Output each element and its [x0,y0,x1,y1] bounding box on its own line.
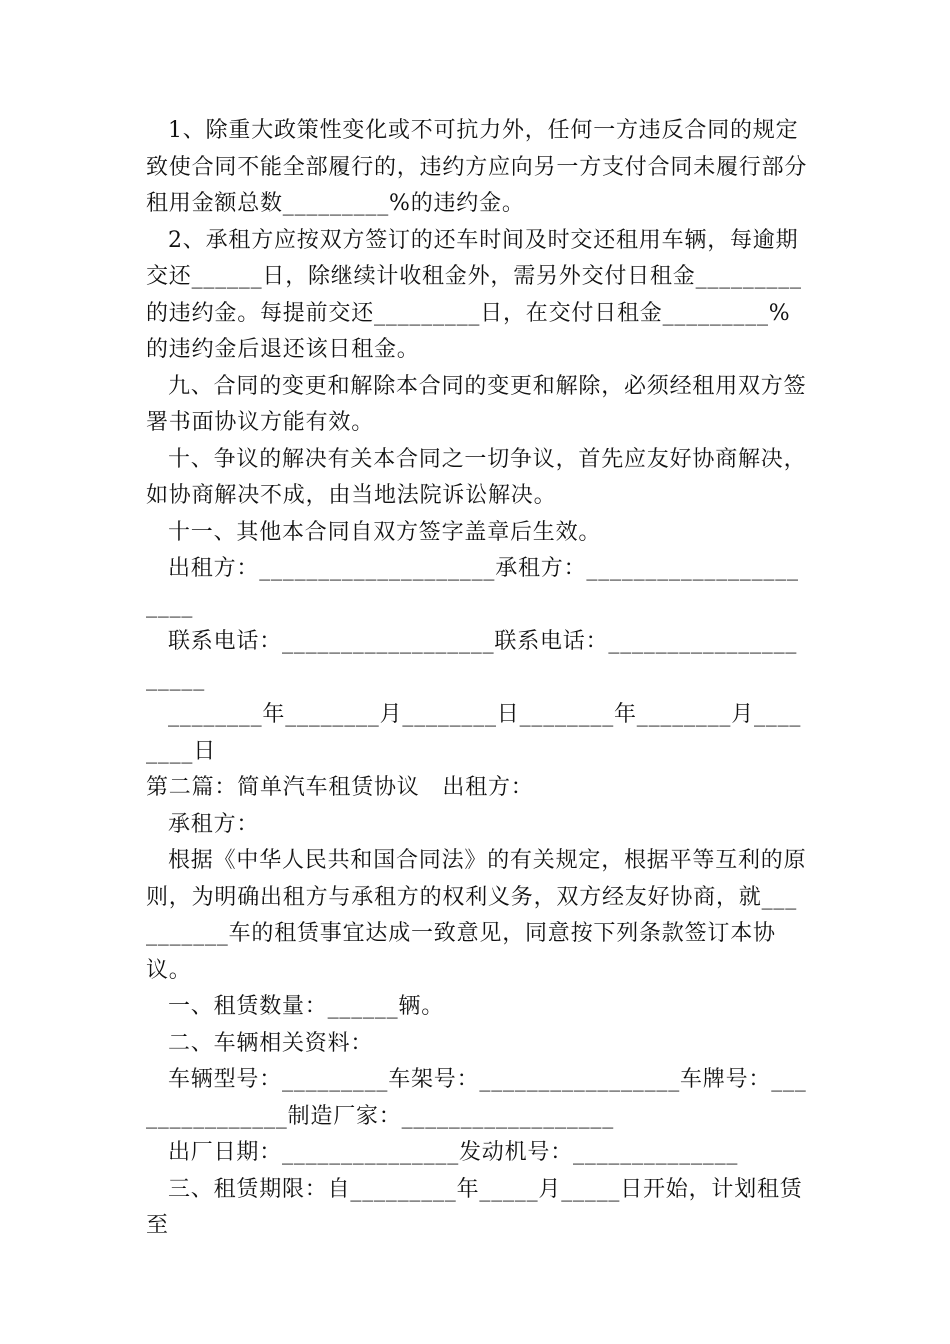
clause-2-paragraph: 2、承租方应按双方签订的还车时间及时交还租用车辆，每逾期交还______日，除继续计收租金外，需另外交付日租金_________的违约金。每提前交还_________日，在交付日租金_________%的违约金后退还该日租金。 [146,227,802,362]
lease-term-line: 三、租赁期限：自_________年_____月_____日开始，计划租赁至 [146,1176,803,1238]
phone-line: 联系电话：__________________联系电话：_____________________ [146,629,798,691]
vehicle-model-line: 车辆型号：_________车架号：_________________车牌号：_______________制造厂家：__________________ [146,1067,807,1129]
clause-1-paragraph: 1、除重大政策性变化或不可抗力外，任何一方违反合同的规定致使合同不能全部履行的，违约方应向另一方支付合同未履行部分租用金额总数_________%的违约金。 [146,118,808,216]
date-line: ________年________月________日________年________月________日 [146,702,802,764]
clause-11-paragraph: 十一、其他本合同自双方签字盖章后生效。 [168,519,602,545]
signature-parties-line: 出租方：____________________承租方：______________________ [146,556,799,618]
manufacture-date-line: 出厂日期：_______________发动机号：______________ [168,1140,739,1165]
preamble-paragraph: 根据《中华人民共和国合同法》的有关规定，根据平等互利的原则，为明确出租方与承租方的权利义务，双方经友好协商，就__________车的租赁事宜达成一致意见，同意按下列条款签订本协议。 [146,848,807,983]
clause-9-paragraph: 九、合同的变更和解除本合同的变更和解除，必须经租用双方签署书面协议方能有效。 [146,373,807,435]
document-body [146,113,808,1245]
lease-quantity-item: 一、租赁数量：______辆。 [168,994,445,1019]
section-two-heading: 第二篇：简单汽车租赁协议 出租方： [146,775,534,800]
lessee-line: 承租方： [168,811,260,837]
clause-10-paragraph: 十、争议的解决有关本合同之一切争议，首先应友好协商解决，如协商解决不成，由当地法院诉讼解决。 [146,446,807,508]
vehicle-info-heading: 二、车辆相关资料： [168,1030,374,1056]
